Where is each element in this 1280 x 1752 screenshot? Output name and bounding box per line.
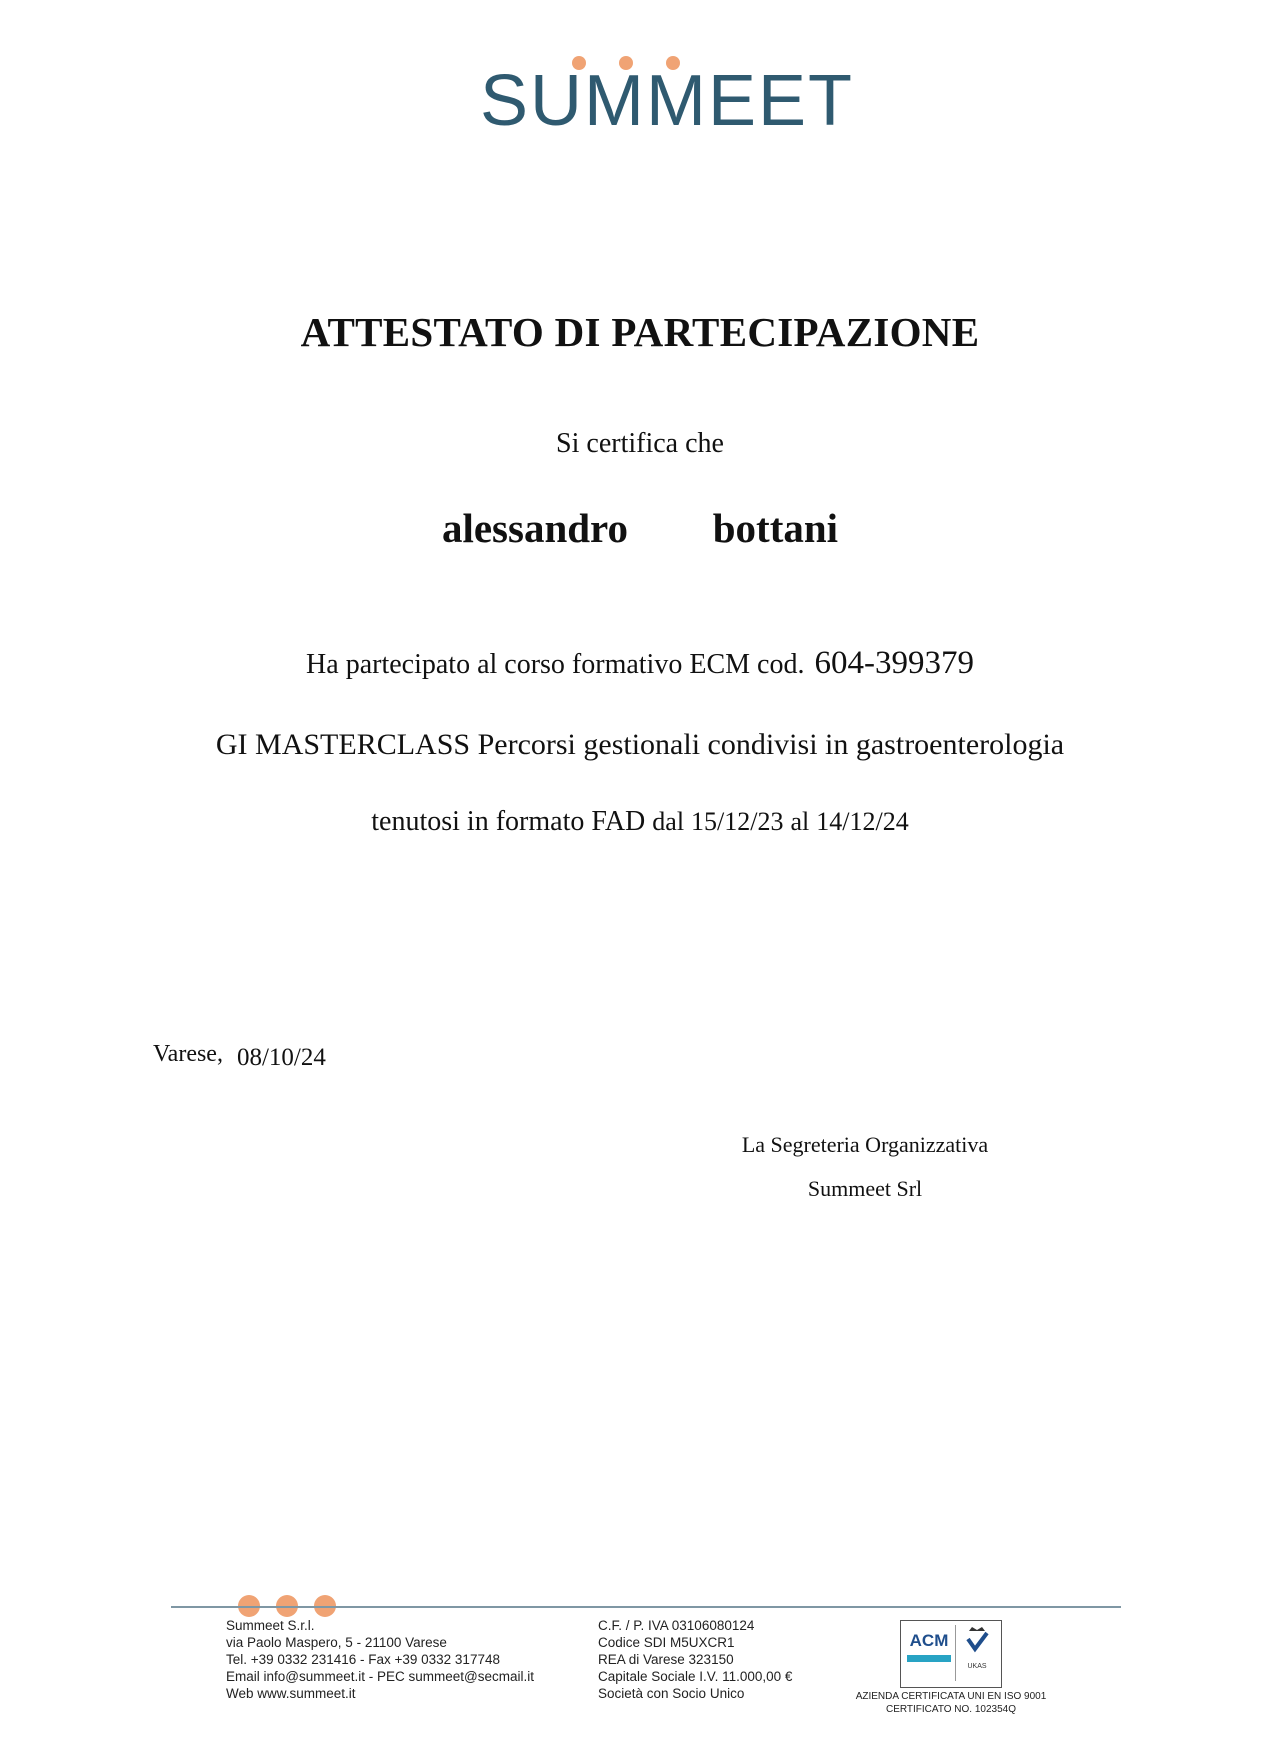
footer-line: Codice SDI M5UXCR1 (598, 1635, 735, 1650)
company-logo (480, 52, 854, 142)
course-line (0, 645, 1280, 682)
footer-divider (171, 1606, 1121, 1608)
start-date: 15/12/23 (691, 807, 784, 836)
ukas-logo (955, 1625, 998, 1681)
course-title: GI MASTERCLASS Percorsi gestionali condivisi in gastroenterologia (215, 728, 1065, 761)
footer-line: Web www.summeet.it (226, 1686, 356, 1701)
footer-line: Capitale Sociale I.V. 11.000,00 € (598, 1669, 793, 1684)
ukas-label: UKAS (967, 1663, 987, 1670)
format-text: tenutosi in formato FAD (371, 806, 646, 837)
from-label: dal (652, 807, 685, 836)
course-prefix: Ha partecipato al corso formativo ECM cod. (306, 649, 805, 680)
company-signature: Summeet Srl (807, 1176, 923, 1201)
to-label: al (790, 807, 810, 836)
footer-tax-info (598, 1617, 792, 1702)
logo-wordmark: SUMMEET (480, 61, 854, 141)
issue-place: Varese, (153, 1041, 223, 1067)
acm-logo (905, 1625, 953, 1681)
secretariat-label: La Segreteria Organizzativa (741, 1132, 989, 1157)
issue-date: 08/10/24 (236, 1044, 326, 1071)
cert-note-line: AZIENDA CERTIFICATA UNI EN ISO 9001 (855, 1691, 1047, 1702)
crown-check-icon (956, 1625, 998, 1659)
course-code: 604-399379 (814, 645, 974, 681)
footer-line: Società con Socio Unico (598, 1686, 745, 1701)
issue-place-date (153, 1040, 326, 1071)
footer-line: C.F. / P. IVA 03106080124 (598, 1618, 755, 1633)
cert-note-line: CERTIFICATO NO. 102354Q (885, 1704, 1017, 1715)
footer-line: via Paolo Maspero, 5 - 21100 Varese (226, 1635, 447, 1650)
acm-label: ACM (909, 1631, 949, 1650)
iso-certification-note (848, 1690, 1054, 1716)
footer-line: Tel. +39 0332 231416 - Fax +39 0332 317748 (226, 1652, 500, 1667)
certificate-intro: Si certifica che (556, 428, 724, 459)
end-date: 14/12/24 (816, 807, 909, 836)
footer-company-info (226, 1617, 534, 1702)
footer-line: REA di Varese 323150 (598, 1652, 734, 1667)
footer-line: Email info@summeet.it - PEC summeet@secmail.it (226, 1669, 534, 1684)
certification-badge (900, 1620, 1002, 1688)
certificate-title: ATTESTATO DI PARTECIPAZIONE (300, 309, 980, 355)
course-dates (0, 806, 1280, 838)
acm-band (907, 1655, 951, 1662)
footer-line: Summeet S.r.l. (226, 1618, 315, 1633)
participant-name: alessandro bottani (441, 505, 839, 551)
